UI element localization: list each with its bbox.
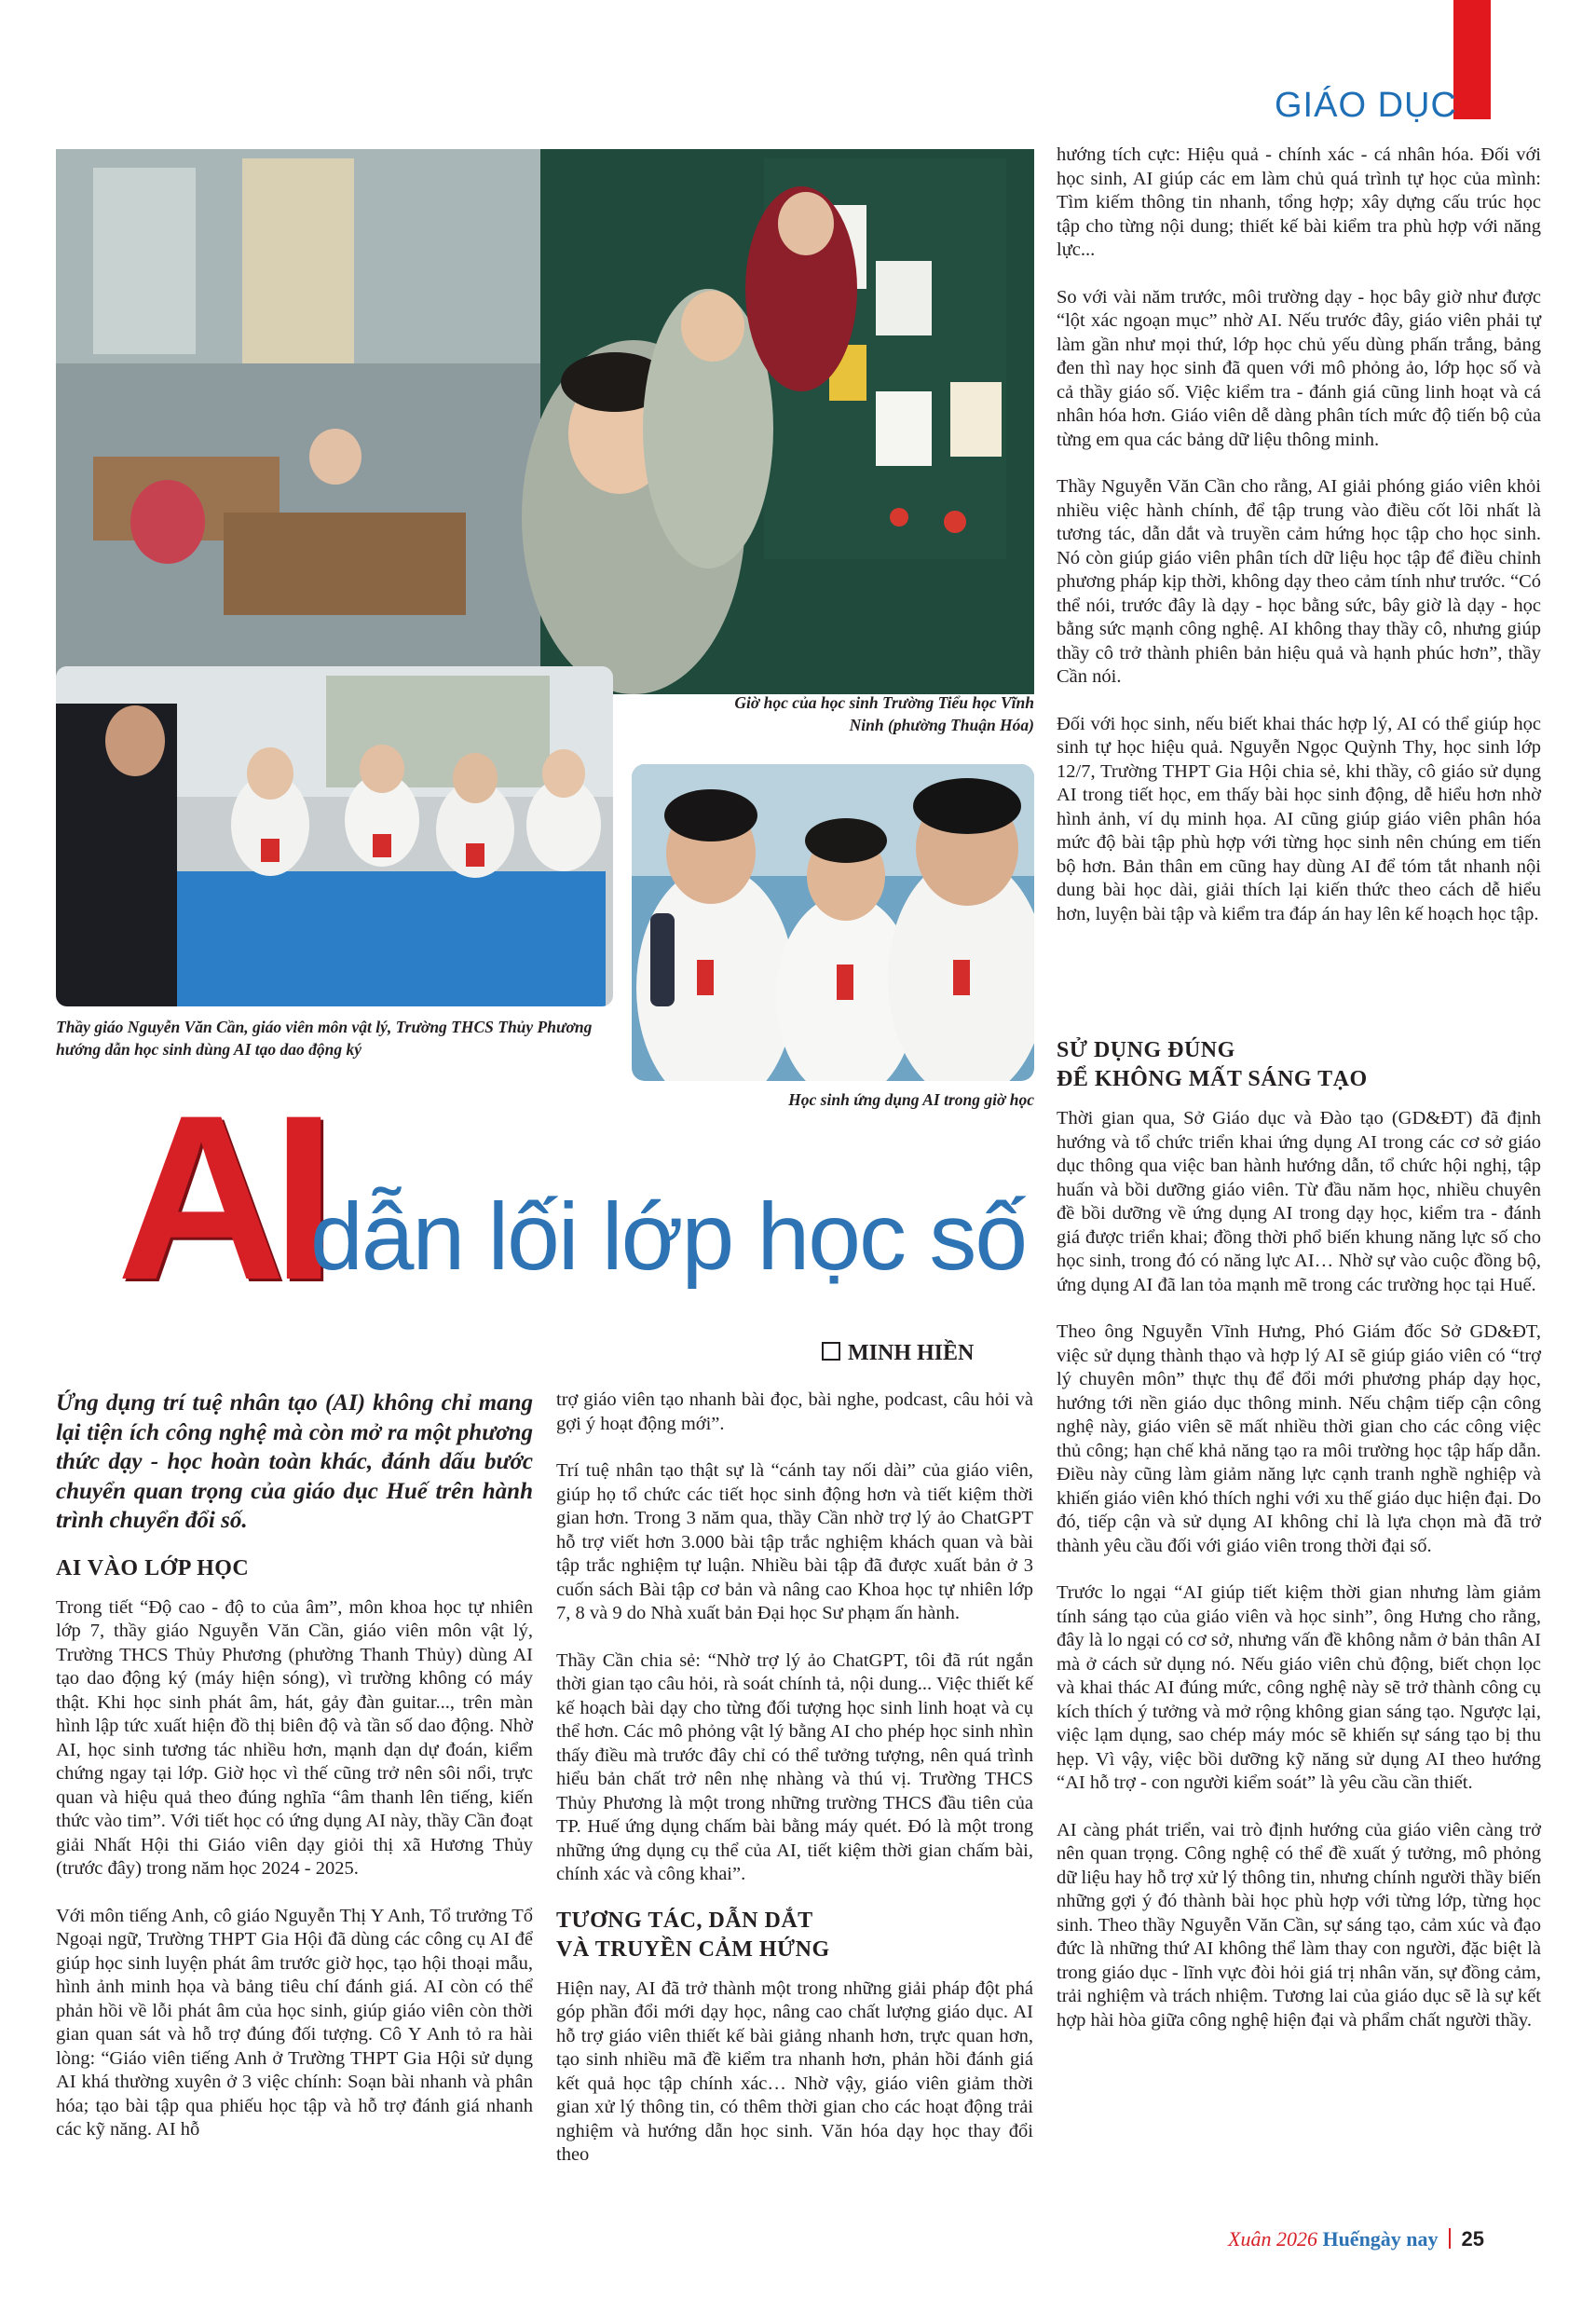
paragraph: hướng tích cực: Hiệu quả - chính xác - cá nhân hóa. Đối với học sinh, AI giúp các em làm chủ quá trình tự học của mình: Tìm kiếm thông tin nhanh, tổng hợp; xây dựng cấu trúc học tập cho từng nội dung; thiết kế bài kiểm tra phù hợp với năng lực... [1057, 144, 1541, 260]
heading-line: VÀ TRUYỀN CẢM HỨNG [556, 1936, 830, 1962]
byline-author: MINH HIỀN [848, 1341, 975, 1365]
heading-line: TƯƠNG TÁC, DẪN DẮT [556, 1908, 813, 1933]
heading-line: ĐỂ KHÔNG MẤT SÁNG TẠO [1057, 1067, 1368, 1091]
header-red-bar [1453, 0, 1491, 119]
title-text: dẫn lối lớp học số [310, 1183, 1027, 1290]
footer-brand: Huếngày nay [1322, 2227, 1439, 2250]
title-ai: AI [116, 1067, 321, 1329]
column-3 [1057, 144, 1541, 950]
paragraph: Trước lo ngại “AI giúp tiết kiệm thời gian nhưng làm giảm tính sáng tạo của giáo viên và học sinh”, ông Hưng cho rằng, đây là lo ngại có cơ sở, nhưng vấn đề không nằm ở bản thân AI mà ở cách sử dụng nó. Nếu giáo viên chủ động, biết chọn lọc và khai thác AI đúng mức, công nghệ này sẽ trở thành công cụ kích thích ý tưởng và mở rộng không gian sáng tạo. Ngược lại, việc lạm dụng, sao chép máy móc sẽ khiến sự sáng tạo bị thu hẹp. Vì vậy, việc bồi dưỡng kỹ năng sử dụng AI theo hướng “AI hỗ trợ - con người kiểm soát” là yêu cầu cần thiết. [1057, 1582, 1541, 1793]
section-label: GIÁO DỤC [1275, 86, 1457, 125]
sapo: Ứng dụng trí tuệ nhân tạo (AI) không chỉ mang lại tiện ích công nghệ mà còn mở ra một phương thức dạy - học hoàn toàn khác, đánh dấu bước chuyển quan trọng của giáo dục Huế trên hành trình chuyển đổi số. [56, 1390, 533, 1533]
column-2 [556, 1389, 1033, 2191]
paragraph: So với vài năm trước, môi trường dạy - học bây giờ như được “lột xác ngoạn mục” nhờ AI. Nếu trước đây, giáo viên phải tự làm gần như mọi thứ, lớp học chủ yếu dùng phấn trắng, bảng đen thì nay học sinh đã quen với mô phỏng ảo, lớp học số và cả thầy giáo số. Việc kiểm tra - đánh giá cũng linh hoạt và cá nhân hóa hơn. Giáo viên dễ dàng phân tích mức độ tiến bộ của từng em qua các bảng dữ liệu thông minh. [1057, 286, 1541, 450]
photo-classroom-board [56, 149, 1034, 694]
byline [822, 1341, 974, 1366]
paragraph: Thầy Nguyễn Văn Cần cho rằng, AI giải phóng giáo viên khỏi nhiều việc hành chính, để tập trung vào điều cốt lõi nhất là tương tác, dẫn dắt và truyền cảm hứng học tập cho học sinh. Nó còn giúp giáo viên phân tích dữ liệu học tập để điều chỉnh phương pháp kịp thời, không dạy theo cảm tính như trước. “Có thể nói, trước đây là dạy - học bằng sức, bây giờ là dạy - học bằng sức mạnh công nghệ. AI không thay thầy cô, nhưng giúp thầy cô trở thành phiên bản hiệu quả và hạnh phúc hơn”, thầy Cần nói. [1057, 476, 1541, 687]
paragraph: Thời gian qua, Sở Giáo dục và Đào tạo (GD&ĐT) đã định hướng và tổ chức triển khai ứng dụng AI trong các cơ sở giáo dục thông qua việc ban hành hướng dẫn, tổ chức hội nghị, tập huấn và bồi dưỡng giáo viên. Từ đầu năm học, nhiều chuyên đề bồi dưỡng về ứng dụng AI trong dạy học, kiểm tra - đánh giá được triển khai; đồng thời phổ biến khung năng lực số cho học sinh, trong đó có năng lực AI… Nhờ sự vào cuộc đồng bộ, ứng dụng AI đã lan tỏa mạnh mẽ trong các trường học tại Huế. [1057, 1108, 1541, 1295]
page-number: 25 [1461, 2227, 1485, 2250]
footer-separator [1449, 2228, 1451, 2249]
heading-line: SỬ DỤNG ĐÚNG [1057, 1038, 1235, 1062]
heading-tuong-tac [556, 1907, 1033, 1964]
square-icon [822, 1342, 840, 1361]
photo-students-phone [632, 764, 1034, 1081]
paragraph: Trong tiết “Độ cao - độ to của âm”, môn khoa học tự nhiên lớp 7, thầy giáo Nguyễn Văn Cần, giáo viên môn vật lý, Trường THCS Thủy Phương (phường Thanh Thủy) dùng AI tạo dao động ký (máy hiện sóng), vì trường không có máy thật. Khi học sinh phát âm, hát, gảy đàn guitar..., trên màn hình lập tức xuất hiện đồ thị biên độ và tần số dao động. Nhờ AI, học sinh tương tác nhiều hơn, mạnh dạn dự đoán, kiểm chứng ngay tại lớp. Giờ học vì thế cũng trở nên sôi nổi, trực quan và hiệu quả theo đúng nghĩa “âm thanh lên tiếng, kiến thức vào tim”. Với tiết học có ứng dụng AI này, thầy Cần đoạt giải Nhất Hội thi Giáo viên dạy giỏi thị xã Hương Thủy (trước đây) trong năm học 2024 - 2025. [56, 1596, 533, 1879]
heading-su-dung-dung [1057, 1036, 1541, 1094]
photo-teacher-students [56, 666, 613, 1006]
paragraph: Thầy Cần chia sẻ: “Nhờ trợ lý ảo ChatGPT, tôi đã rút ngắn thời gian tạo câu hỏi, rà soát chính tả, nội dung... Việc thiết kế kế hoạch bài dạy cho từng đối tượng học sinh linh hoạt và cụ thể hơn. Các mô phỏng vật lý bằng AI cho phép học sinh nhìn thấy điều mà trước đây chỉ có thể tưởng tượng, nên quá trình hiểu bản chất trở nên nhẹ nhàng và thú vị. Trường THCS Thủy Phương là một trong những trường THCS đầu tiên của TP. Huế ứng dụng chấm bài bằng máy quét. Đó là một trong những ứng dụng cụ thể của AI, tiết kiệm thời gian chấm bài, chính xác và công khai”. [556, 1649, 1033, 1884]
paragraph: trợ giáo viên tạo nhanh bài đọc, bài nghe, podcast, câu hỏi và gợi ý hoạt động mới”. [556, 1389, 1033, 1434]
paragraph: Với môn tiếng Anh, cô giáo Nguyễn Thị Y Anh, Tổ trưởng Tổ Ngoại ngữ, Trường THPT Gia Hội đã dùng các công cụ AI để giúp học sinh luyện phát âm trước giờ học, tạo hội thoại mẫu, hình ảnh minh họa và bảng tiêu chí đánh giá. AI còn có thể phản hồi về lỗi phát âm của học sinh, giúp giáo viên còn thời gian quan sát và hỗ trợ đúng đối tượng. Cô Y Anh tỏ ra hài lòng: “Giáo viên tiếng Anh ở Trường THPT Gia Hội sử dụng AI khá thường xuyên ở 3 việc chính: Soạn bài nhanh và phân hóa; tạo bài tập qua phiếu học tập và hỗ trợ đánh giá nhanh các kỹ năng. AI hỗ [56, 1905, 533, 2140]
column-1 [56, 1389, 533, 2166]
paragraph: Trí tuệ nhân tạo thật sự là “cánh tay nối dài” của giáo viên, giúp họ tổ chức các tiết học sinh động hơn và tiết kiệm thời gian hơn. Trong 3 năm qua, thầy Cần nhờ trợ lý ảo ChatGPT hỗ trợ viết hơn 3.000 bài tập trắc nghiệm khách quan và bài tập trắc nghiệm tự luận. Nhiều bài tập đã được xuất bản ở 3 cuốn sách Bài tập cơ bản và nâng cao Khoa học tự nhiên lớp 7, 8 và 9 do Nhà xuất bản Đại học Sư phạm ấn hành. [556, 1460, 1033, 1623]
column-4 [1057, 1036, 1541, 2032]
paragraph: Theo ông Nguyễn Vĩnh Hưng, Phó Giám đốc Sở GD&ĐT, việc sử dụng thành thạo và hợp lý AI sẽ giúp giáo viên có “trợ lý chuyên môn” thực thụ để đổi mới phương pháp dạy học, hướng tới nền giáo dục thông minh. Nếu chậm tiếp cận công nghệ này, giáo viên sẽ mất nhiều thời gian cho các công việc thủ công; hạn chế khả năng tạo ra môi trường học tập hấp dẫn. Điều này cũng làm giảm năng lực cạnh tranh nghề nghiệp và khiến giáo viên khó thích nghi với xu thế giáo dục hiện đại. Do đó, tiếp cận và sử dụng AI không chỉ là lựa chọn mà đã trở thành yêu cầu đối với giáo viên trong thời đại số. [1057, 1321, 1541, 1556]
paragraph: Hiện nay, AI đã trở thành một trong những giải pháp đột phá góp phần đổi mới dạy học, nâng cao chất lượng giáo dục. AI hỗ trợ giáo viên thiết kế bài giảng nhanh hơn, trực quan hơn, tạo sinh nhiều mã đề kiểm tra nhanh hơn, phản hồi đánh giá kết quả học tập chính xác… Nhờ vậy, giáo viên giảm thời gian xử lý thông tin, có thêm thời gian cho các hoạt động trải nghiệm và hướng dẫn học sinh. Văn hóa dạy học thay đổi theo [556, 1977, 1033, 2165]
footer-edition: Xuân 2026 [1228, 2227, 1317, 2250]
footer [1228, 2227, 1484, 2251]
heading-ai-vao-lop-hoc: AI VÀO LỚP HỌC [56, 1555, 250, 1580]
caption-teacher-photo: Thầy giáo Nguyễn Văn Cần, giáo viên môn vật lý, Trường THCS Thủy Phương hướng dẫn học sinh dùng AI tạo dao động ký [56, 1018, 593, 1059]
paragraph: Đối với học sinh, nếu biết khai thác hợp lý, AI có thể giúp học sinh tự học hiệu quả. Nguyễn Ngọc Quỳnh Thy, học sinh lớp 12/7, Trường THPT Gia Hội chia sẻ, khi thầy, cô giáo sử dụng AI trong tiết học, em thấy bài học sinh động, dễ hiểu hơn nhờ hình ảnh, ví dụ minh họa. AI cũng giúp giáo viên phân hóa mức độ bài tập phù hợp với từng học sinh nên chúng em tiến bộ hơn. Bản thân em cũng hay dùng AI để tóm tắt nhanh nội dung bài học dài, giải thích lại kiến thức theo cách dễ hiểu hơn, luyện bài tập và kiểm tra đáp án hay lên kế hoạch học tập. [1057, 713, 1541, 924]
paragraph: AI càng phát triển, vai trò định hướng của giáo viên càng trở nên quan trọng. Công nghệ có thể đề xuất ý tưởng, mô phỏng dữ liệu hay hỗ trợ xử lý thông tin, nhưng chính người thầy biến những gợi ý đó thành bài học phù hợp với từng lớp, từng học sinh. Theo thầy Nguyễn Văn Cần, sự sáng tạo, cảm xúc và đạo đức là những thứ AI không thể làm thay con người, đặc biệt là trong giáo dục - lĩnh vực đòi hỏi giá trị nhân văn, sự đồng cảm, trải nghiệm và trách nhiệm. Tương lai của giáo dục sẽ là sự kết hợp hài hòa giữa công nghệ hiện đại và phẩm chất người thầy. [1057, 1819, 1541, 2031]
caption-students-photo: Học sinh ứng dụng AI trong giờ học [788, 1090, 1034, 1109]
caption-main-photo: Giờ học của học sinh Trường Tiểu học Vĩnh Ninh (phường Thuận Hóa) [734, 693, 1034, 734]
